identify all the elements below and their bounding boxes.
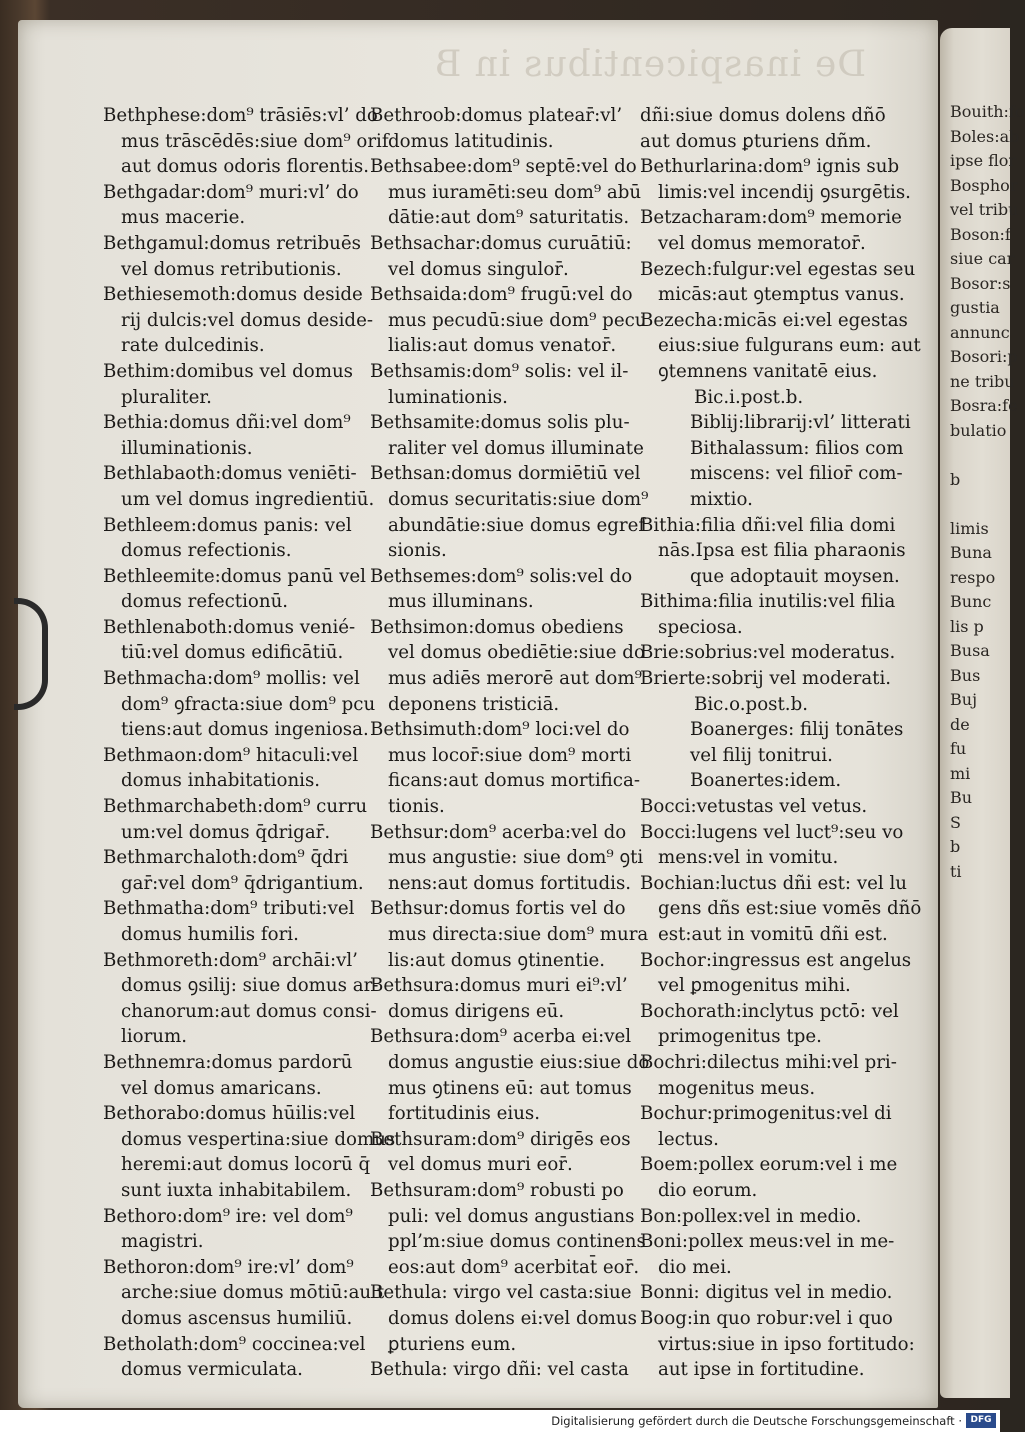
facing-page-line: mi <box>950 763 971 783</box>
text-line: nās.Ipsa est filia pharaonis <box>658 540 906 562</box>
text-line: Bethsura:domus muri ei⁹:vl’ <box>370 975 628 997</box>
facing-page-line: fu <box>950 739 967 758</box>
text-line: domus humilis fori. <box>121 924 299 945</box>
facing-page-line: Bosori:p <box>950 347 1018 366</box>
facing-page-line: ti <box>950 861 962 881</box>
text-line: lis:aut domus ꝯtinentie. <box>388 949 606 971</box>
text-line: ficans:aut domus mortifica- <box>388 770 640 792</box>
facing-page-line: Bunc <box>950 592 992 611</box>
text-line: mus adiēs merorē aut dom⁹ <box>388 668 642 690</box>
text-line: Brie:sobrius:vel moderatus. <box>640 642 896 664</box>
text-line: primogenitus tpe. <box>658 1026 822 1048</box>
text-line: um:vel domus q̄drigar̄. <box>121 821 331 843</box>
text-line: mus iuramēti:seu dom⁹ abū <box>388 181 642 203</box>
text-line: domus inhabitationis. <box>121 770 321 792</box>
text-line: Bethphese:dom⁹ trāsiēs:vl’ do <box>103 105 378 126</box>
text-line: Bochri:dilectus mihi:vel pri- <box>640 1051 897 1073</box>
text-line: speciosa. <box>658 616 743 638</box>
text-line: domus vermiculata. <box>121 1359 303 1381</box>
facing-page-line: siue car <box>950 249 1015 268</box>
text-line: Bethsur:domus fortis vel do <box>370 898 626 920</box>
text-line: Bethiesemoth:domus deside <box>103 284 363 306</box>
bleed-through-running-head: De inaspicentibus in B <box>433 44 867 85</box>
text-line: Bic.o.post.b. <box>694 693 809 715</box>
text-line: vel domus amaricans. <box>121 1077 322 1099</box>
facing-page-line: limis <box>950 518 989 538</box>
text-line: Bethoron:dom⁹ ire:vl’ dom⁹ <box>103 1256 354 1278</box>
text-line: sionis. <box>388 540 447 562</box>
text-line: gar̄:vel dom⁹ q̄drigantium. <box>121 872 364 894</box>
text-line: ꝯtemnens vanitatē eius. <box>658 360 878 382</box>
facing-page-line: Bu <box>950 788 973 807</box>
text-line: Bethmoreth:dom⁹ archāi:vl’ <box>103 949 358 971</box>
text-line: pluraliter. <box>121 386 212 408</box>
text-column-1 <box>103 103 396 1383</box>
text-line: Bethnemra:domus pardorū <box>103 1051 353 1073</box>
text-line: Bochor:ingressus est angelus <box>640 949 912 971</box>
footer-bar <box>0 1410 1000 1432</box>
text-line: Bithalassum: filios com <box>690 437 904 459</box>
text-line: Bonni: digitus vel in medio. <box>640 1282 893 1304</box>
text-line: Bethim:domibus vel domus <box>103 360 353 382</box>
text-line: aut ipse in fortitudine. <box>658 1359 865 1381</box>
text-line: domus refectionis. <box>121 540 292 562</box>
text-line: chanorum:aut domus consi- <box>121 1000 377 1022</box>
text-line: domus dolens ei:vel domus <box>388 1307 637 1329</box>
facing-page-line: bulatio <box>950 420 1007 440</box>
text-line: tiū:vel domus edificātiū. <box>121 642 344 664</box>
text-line: deponens tristiciā. <box>388 693 560 715</box>
text-line: lialis:aut domus venator̄. <box>388 335 617 357</box>
facing-page-line: ipse flor <box>950 151 1017 170</box>
text-line: Bithima:filia inutilis:vel filia <box>640 591 896 613</box>
text-line: limis:vel incendij ꝯsurgētis. <box>658 181 911 203</box>
text-line: Bethsan:domus dormiētiū vel <box>370 463 641 485</box>
text-line: Bethsamite:domus solis plu- <box>370 412 630 434</box>
text-line: Bethsura:dom⁹ acerba ei:vel <box>370 1026 632 1048</box>
text-line: lectus. <box>658 1128 719 1150</box>
text-line: nens:aut domus fortitudis. <box>388 872 632 894</box>
text-line: mus illuminans. <box>388 591 534 613</box>
text-line: Boanertes:idem. <box>690 770 842 792</box>
text-line: puli: vel domus angustians <box>388 1205 635 1227</box>
facing-page-fragment <box>950 100 1025 884</box>
text-line: Bochur:primogenitus:vel di <box>640 1103 892 1125</box>
text-line: Bethmarchabeth:dom⁹ curru <box>103 796 368 818</box>
dfg-logo: DFG <box>966 1413 996 1428</box>
text-line: vel domus obediētie:siue do <box>388 642 645 664</box>
text-line: Biblij:librarij:vl’ litterati <box>690 412 911 434</box>
text-line: domus refectionū. <box>121 591 289 613</box>
text-line: vel filij tonitrui. <box>690 744 833 766</box>
text-line: Boni:pollex meus:vel in me- <box>640 1231 895 1253</box>
text-line: domus angustie eius:siue do <box>388 1051 650 1073</box>
text-line: fortitudinis eius. <box>388 1103 541 1125</box>
text-line: liorum. <box>121 1026 188 1048</box>
text-line: virtus:siue in ipso fortitudo: <box>658 1333 915 1355</box>
text-line: vel domus singulor̄. <box>388 258 569 280</box>
text-line: gens dñs est:siue vomēs dñō <box>658 898 922 920</box>
text-line: mixtio. <box>690 488 753 510</box>
text-column-3 <box>640 103 940 1383</box>
text-line: que adoptauit moysen. <box>690 565 900 587</box>
text-line: Bethsimuth:dom⁹ loci:vel do <box>370 719 630 741</box>
facing-page-line: S <box>950 812 961 832</box>
facing-page-line: Bosra:fe <box>950 396 1018 415</box>
text-line: Boanerges: filij tonātes <box>690 719 904 741</box>
text-line: vel domus memorator̄. <box>658 232 866 254</box>
text-line: mens:vel in vomitu. <box>658 847 839 869</box>
text-line: Bic.i.post.b. <box>694 386 804 408</box>
text-line: dñi:siue domus dolens dñō <box>640 105 886 126</box>
text-line: mogenitus meus. <box>658 1077 816 1099</box>
text-line: vel ꝑmogenitus mihi. <box>658 975 851 997</box>
text-line: Bethoro:dom⁹ ire: vel dom⁹ <box>103 1205 353 1227</box>
text-line: mus angustie: siue dom⁹ ꝯti <box>388 847 644 869</box>
text-line: um vel domus ingredientiū. <box>121 488 375 510</box>
text-line: heremi:aut domus locorū q̄ <box>121 1154 371 1176</box>
text-line: sunt iuxta inhabitabilem. <box>121 1179 352 1201</box>
facing-page-line <box>950 443 1000 468</box>
text-line: mus trāscēdēs:siue dom⁹ orif <box>121 130 389 152</box>
text-line: Bethia:domus dñi:vel dom⁹ <box>103 412 351 434</box>
text-line: Bethleemite:domus panū vel <box>103 565 366 587</box>
facing-page-line: gustia <box>950 298 1000 317</box>
text-line: arche:siue domus mōtiū:au t <box>121 1282 385 1304</box>
text-line: Bethlabaoth:domus veniēti- <box>103 463 357 485</box>
text-line: Bethsamis:dom⁹ solis: vel il- <box>370 360 629 382</box>
text-line: mus macerie. <box>121 207 246 229</box>
facing-page-line: Bosphor <box>950 175 1018 195</box>
text-line: illuminationis. <box>121 437 253 459</box>
text-line: vel domus muri eor̄. <box>388 1154 573 1176</box>
text-line: raliter vel domus illuminate <box>388 437 644 459</box>
text-line: vel domus retributionis. <box>121 258 342 280</box>
text-line: dio eorum. <box>658 1179 758 1201</box>
text-line: Bethula: virgo vel casta:siue <box>370 1282 632 1304</box>
text-column-2 <box>370 103 650 1383</box>
text-line: magistri. <box>121 1231 204 1253</box>
text-line: Bethsachar:domus curuātiū: <box>370 232 632 254</box>
text-line: mus ꝯtinens eū: aut tomus <box>388 1077 632 1099</box>
text-line: micās:aut ꝯtemptus vanus. <box>658 284 905 306</box>
text-line: Bethsabee:dom⁹ septē:vel do <box>370 156 637 178</box>
text-line: Bethlenaboth:domus venié- <box>103 616 356 638</box>
text-line: mus pecudū:siue dom⁹ pecu <box>388 309 647 331</box>
text-line: rate dulcedinis. <box>121 335 265 357</box>
text-line: Bethsimon:domus obediens <box>370 616 624 638</box>
facing-page-line: ne tribu <box>950 371 1015 391</box>
text-line: Bethsuram:dom⁹ robusti po <box>370 1179 624 1201</box>
text-line: dātie:aut dom⁹ saturitatis. <box>388 207 630 229</box>
text-line: Bethmacha:dom⁹ mollis: vel <box>103 668 360 690</box>
facing-page-line: lis p <box>950 616 984 636</box>
text-line: Brierte:sobrij vel moderati. <box>640 668 892 690</box>
text-line: Bethgamul:domus retribuēs <box>103 232 361 254</box>
text-line: Bon:pollex:vel in medio. <box>640 1205 862 1227</box>
text-line: domus latitudinis. <box>388 130 554 152</box>
text-line: Bithia:filia dñi:vel filia domi <box>640 514 896 536</box>
text-line: Bezech:fulgur:vel egestas seu <box>640 258 916 280</box>
text-line: Bethsuram:dom⁹ dirigēs eos <box>370 1128 631 1150</box>
facing-page-line: Boles:ab <box>950 126 1020 146</box>
facing-page-line <box>950 492 1000 517</box>
text-line: abundātie:siue domus egref <box>388 514 646 536</box>
text-line: miscens: vel filior̄ com- <box>690 463 903 485</box>
facing-page-line: de <box>950 714 970 734</box>
text-line: Boog:in quo robur:vel i quo <box>640 1307 893 1329</box>
text-line: aut domus odoris florentis. <box>121 156 369 178</box>
text-line: domus dirigens eū. <box>388 1000 565 1022</box>
text-line: domus ꝯsilij: siue domus ar- <box>121 975 379 997</box>
text-line: dio mei. <box>658 1256 732 1278</box>
facing-page-line: Buna <box>950 543 992 562</box>
text-line: Bethsemes:dom⁹ solis:vel do <box>370 565 633 587</box>
text-line: Bethleem:domus panis: vel <box>103 514 352 536</box>
text-line: ꝑturiens eum. <box>388 1333 517 1355</box>
text-line: Betzacharam:dom⁹ memorie <box>640 207 902 229</box>
text-line: Bezecha:micās ei:vel egestas <box>640 309 908 331</box>
text-line: Betholath:dom⁹ coccinea:vel <box>103 1333 366 1355</box>
text-line: domus ascensus humiliū. <box>121 1307 353 1329</box>
text-line: aut domus ꝑturiens dñm. <box>640 130 872 152</box>
text-line: Bethgadar:dom⁹ muri:vl’ do <box>103 181 359 203</box>
text-line: rij dulcis:vel domus deside- <box>121 309 373 331</box>
text-line: Bethurlarina:dom⁹ ignis sub <box>640 156 900 178</box>
facing-page-line: Bouith:fo <box>950 102 1025 121</box>
facing-page-line: Bus <box>950 665 981 685</box>
text-line: domus vespertina:siue domus <box>121 1128 396 1150</box>
text-line: domus securitatis:siue dom⁹ <box>388 488 649 510</box>
text-line: mus directa:siue dom⁹ mura <box>388 924 649 945</box>
text-line: Bocci:lugens vel luct⁹:seu vo <box>640 821 904 843</box>
facing-page-line: respo <box>950 567 996 587</box>
text-line: Bethmatha:dom⁹ tributi:vel <box>103 898 355 920</box>
facing-page-line: b <box>950 469 961 489</box>
facing-page-line: Boson:f <box>950 224 1011 244</box>
text-line: Bethmaon:dom⁹ hitaculi:vel <box>103 744 359 766</box>
text-line: mus locor̄:siue dom⁹ morti <box>388 744 632 766</box>
text-line: eos:aut dom⁹ acerbitat̄ eor̄. <box>388 1256 640 1278</box>
facing-page-line: Bosor:s <box>950 273 1011 293</box>
bookmark-ribbon <box>14 598 48 710</box>
text-line: Boem:pollex eorum:vel i me <box>640 1154 898 1176</box>
text-line: tionis. <box>388 796 445 818</box>
text-line: Bochian:luctus dñi est: vel lu <box>640 872 908 894</box>
text-line: Bethorabo:domus hūilis:vel <box>103 1103 356 1125</box>
facing-page-line: annunc <box>950 322 1010 342</box>
facing-page-line: Busa <box>950 641 990 660</box>
text-line: eius:siue fulgurans eum: aut <box>658 335 921 357</box>
text-line: Bethula: virgo dñi: vel casta <box>370 1359 629 1381</box>
text-line: est:aut in vomitū dñi est. <box>658 924 888 945</box>
text-line: tiens:aut domus ingeniosa. <box>121 719 369 741</box>
text-line: Bochorath:inclytus pctō: vel <box>640 1000 899 1022</box>
text-line: ppl’m:siue domus continens <box>388 1231 646 1253</box>
text-line: Bethroob:domus platear̄:vl’ <box>370 105 623 126</box>
text-line: Bethmarchaloth:dom⁹ q̄dri <box>103 847 349 869</box>
facing-page-line: Buj <box>950 690 978 709</box>
text-line: luminationis. <box>388 386 508 408</box>
text-line: Bocci:vetustas vel vetus. <box>640 796 868 818</box>
facing-page-line: b <box>950 837 961 856</box>
text-line: Bethsaida:dom⁹ frugū:vel do <box>370 284 633 306</box>
facing-page-line: vel tribu <box>950 200 1019 219</box>
text-line: dom⁹ ꝯfracta:siue dom⁹ pcu <box>121 693 376 715</box>
funding-credit: Digitalisierung gefördert durch die Deutsche Forschungsgemeinschaft · <box>551 1414 962 1428</box>
text-line: Bethsur:dom⁹ acerba:vel do <box>370 821 627 843</box>
